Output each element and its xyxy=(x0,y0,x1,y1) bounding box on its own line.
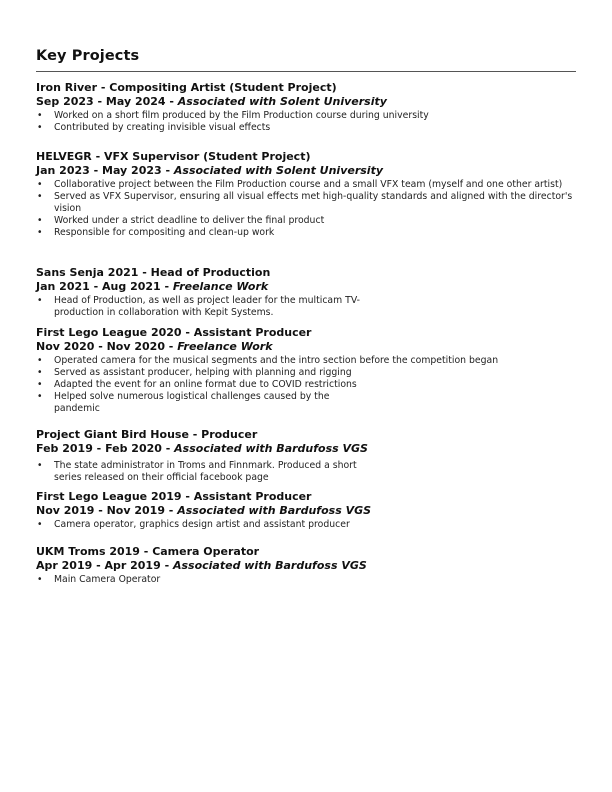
bullet-list xyxy=(36,295,376,319)
bullet-item xyxy=(36,215,576,227)
project-association: Associated with Bardufoss VGS xyxy=(174,442,368,455)
project-title: Iron River - Compositing Artist (Student Project) xyxy=(36,81,337,94)
project-dates xyxy=(36,559,576,573)
bullet-icon: • xyxy=(37,574,43,585)
project-entry xyxy=(36,81,576,134)
project-dates xyxy=(36,164,576,178)
date-range: Sep 2023 - May 2024 - xyxy=(36,95,178,108)
bullet-item xyxy=(36,519,576,531)
project-entry xyxy=(36,326,576,415)
bullet-item xyxy=(36,122,576,134)
project-association: Associated with Bardufoss VGS xyxy=(177,504,372,517)
bullet-list xyxy=(36,519,576,531)
project-title: Project Giant Bird House - Producer xyxy=(36,428,258,441)
bullet-item xyxy=(36,179,576,191)
bullet-item xyxy=(36,379,576,391)
bullet-list xyxy=(36,355,576,415)
bullet-icon: • xyxy=(37,519,43,530)
bullet-item xyxy=(36,355,576,367)
bullet-icon: • xyxy=(37,110,43,121)
project-title: Sans Senja 2021 - Head of Production xyxy=(36,266,271,279)
bullet-text: The state administrator in Troms and Finnmark. Produced a short series released on their official facebook page xyxy=(54,460,357,483)
date-range: Apr 2019 - Apr 2019 - xyxy=(36,559,173,572)
project-dates xyxy=(36,504,576,518)
bullet-text: Collaborative project between the Film Production course and a small VFX team (myself and one other artist) xyxy=(54,179,563,190)
bullet-text: Served as VFX Supervisor, ensuring all visual effects met high-quality standards and aligned with the director's vision xyxy=(54,191,573,214)
project-dates xyxy=(36,340,576,354)
bullet-item xyxy=(36,110,576,122)
section-divider xyxy=(36,71,576,72)
bullet-list xyxy=(36,179,576,239)
bullet-icon: • xyxy=(37,179,43,190)
project-association: Freelance Work xyxy=(172,280,269,293)
bullet-text: Served as assistant producer, helping with planning and rigging xyxy=(54,367,352,378)
project-title: HELVEGR - VFX Supervisor (Student Project) xyxy=(36,150,311,163)
bullet-item xyxy=(36,391,354,415)
bullet-icon: • xyxy=(37,367,43,378)
section-title: Key Projects xyxy=(36,48,140,64)
bullet-icon: • xyxy=(37,295,43,306)
bullet-icon: • xyxy=(37,122,43,133)
bullet-icon: • xyxy=(37,379,43,390)
bullet-list xyxy=(36,110,576,134)
bullet-text: Operated camera for the musical segments and the intro section before the competition began xyxy=(54,355,499,366)
project-dates xyxy=(36,95,576,109)
project-title: UKM Troms 2019 - Camera Operator xyxy=(36,545,260,558)
bullet-icon: • xyxy=(37,191,43,202)
date-range: Nov 2019 - Nov 2019 - xyxy=(36,504,178,517)
project-association: Associated with Solent University xyxy=(173,164,384,177)
date-range: Feb 2019 - Feb 2020 - xyxy=(36,442,175,455)
bullet-text: Helped solve numerous logistical challenges caused by the pandemic xyxy=(54,391,330,414)
bullet-text: Camera operator, graphics design artist and assistant producer xyxy=(54,519,350,530)
project-dates xyxy=(36,442,576,456)
project-association: Associated with Bardufoss VGS xyxy=(172,559,367,572)
bullet-icon: • xyxy=(37,215,43,226)
project-entry xyxy=(36,490,576,531)
bullet-icon: • xyxy=(37,460,43,471)
bullet-item xyxy=(36,460,384,484)
bullet-item xyxy=(36,295,376,319)
project-title: First Lego League 2019 - Assistant Producer xyxy=(36,490,312,503)
project-entry xyxy=(36,150,576,239)
bullet-item xyxy=(36,191,576,215)
project-entry xyxy=(36,266,576,319)
date-range: Jan 2023 - May 2023 - xyxy=(36,164,174,177)
project-entry xyxy=(36,428,576,484)
bullet-text: Worked on a short film produced by the Film Production course during university xyxy=(54,110,429,121)
project-association: Associated with Solent University xyxy=(177,95,387,108)
bullet-icon: • xyxy=(37,355,43,366)
bullet-item xyxy=(36,574,576,586)
date-range: Jan 2021 - Aug 2021 - xyxy=(36,280,173,293)
bullet-text: Worked under a strict deadline to deliver the final product xyxy=(54,215,325,226)
project-dates xyxy=(36,280,576,294)
project-association: Freelance Work xyxy=(177,340,273,353)
bullet-text: Contributed by creating invisible visual effects xyxy=(54,122,271,133)
bullet-list xyxy=(36,460,384,484)
bullet-text: Main Camera Operator xyxy=(54,574,161,585)
project-entry xyxy=(36,545,576,586)
bullet-item xyxy=(36,227,576,239)
bullet-item xyxy=(36,367,576,379)
date-range: Nov 2020 - Nov 2020 - xyxy=(36,340,178,353)
project-title: First Lego League 2020 - Assistant Producer xyxy=(36,326,312,339)
bullet-text: Head of Production, as well as project leader for the multicam TV-production in collaboration with Kepit Systems. xyxy=(54,295,360,318)
bullet-text: Responsible for compositing and clean-up work xyxy=(54,227,275,238)
bullet-list xyxy=(36,574,576,586)
bullet-text: Adapted the event for an online format due to COVID restrictions xyxy=(54,379,357,390)
bullet-icon: • xyxy=(37,391,43,402)
bullet-icon: • xyxy=(37,227,43,238)
